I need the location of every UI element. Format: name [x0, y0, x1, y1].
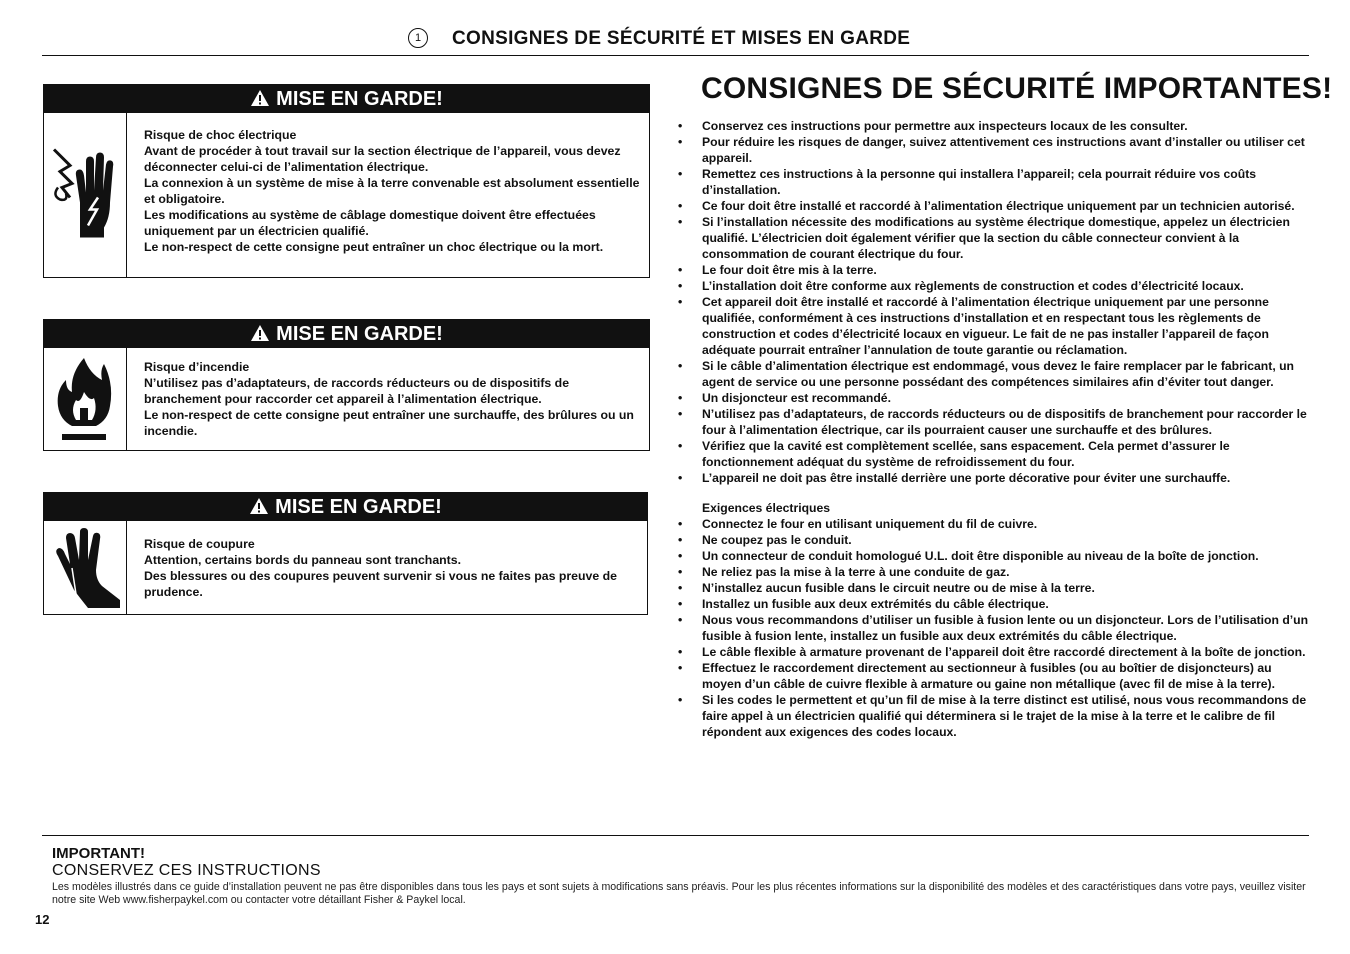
warning-triangle-icon — [250, 324, 270, 342]
list-item: • Si les codes le permettent et qu’un fil de mise à la terre distinct est utilisé, nous vous recommandons de faire appel à un électricien qualifié qui déterminera si le trajet de la mise à la terre et le calibre de fil répondent aux exigences des codes locaux. — [678, 692, 1310, 740]
list-item: • L’installation doit être conforme aux règlements de construction et codes d’électricité locaux. — [678, 278, 1310, 294]
warning-header — [44, 85, 649, 113]
electrical-bullet-list — [678, 516, 1310, 740]
list-item: • N’utilisez pas d’adaptateurs, de raccords réducteurs ou de dispositifs de branchement pour raccorder le four à l’alimentation électrique, car ils pourraient causer une surchauffe et des brûlures. — [678, 406, 1310, 438]
warning-title: MISE EN GARDE! — [275, 496, 442, 518]
list-item: • Le câble flexible à armature provenant de l’appareil doit être raccordé directement à la boîte de jonction. — [678, 644, 1310, 660]
main-title: CONSIGNES DE SÉCURITÉ IMPORTANTES! — [701, 72, 1333, 105]
warning-icon-cell — [44, 348, 127, 450]
disclaimer-text: Les modèles illustrés dans ce guide d’installation peuvent ne pas être disponibles dans tous les pays et sont sujets à modifications sans préavis. Pour les plus récentes informations sur la disponibilité des modèles et des caractéristiques dans votre pays, veuillez visiter notre site Web www.fisherpaykel.com ou contacter votre détaillant Fisher & Paykel local. — [52, 881, 1306, 906]
safety-bullet-list — [678, 118, 1310, 486]
page-number: 12 — [35, 912, 50, 927]
warning-triangle-icon — [250, 89, 270, 107]
warning-text: Risque d’incendie N’utilisez pas d’adaptateurs, de raccords réducteurs ou de dispositifs de branchement pour raccorder cet appareil à l’alimentation électrique. Le non-respect de cette consigne peut entraîner une surchauffe, des brûlures ou un incendie. — [144, 360, 634, 438]
warning-box-cut — [43, 492, 648, 615]
warning-triangle-icon — [249, 497, 269, 515]
list-item: • Si l’installation nécessite des modifications au système électrique domestique, appelez un électricien qualifié. L’électricien doit également vérifier que la section du câble connecteur convient à la consommation de courant électrique du four. — [678, 214, 1310, 262]
list-item: • Un disjoncteur est recommandé. — [678, 390, 1310, 406]
conserve-instructions-label: CONSERVEZ CES INSTRUCTIONS — [52, 862, 321, 879]
list-item: • Vérifiez que la cavité est complètement scellée, sans espacement. Cela permet d’assurer le fonctionnement adéquat du système de refroidissement du four. — [678, 438, 1310, 470]
cut-hand-icon — [50, 528, 122, 608]
section-number-badge: 1 — [408, 28, 428, 48]
fire-hazard-icon — [50, 354, 120, 444]
list-item: • Remettez ces instructions à la personne qui installera l’appareil; cela pourrait réduire vos coûts d’installation. — [678, 166, 1310, 198]
warning-box-electric — [43, 84, 650, 278]
warning-header — [44, 320, 649, 348]
list-item: • Ne coupez pas le conduit. — [678, 532, 1310, 548]
list-item: • Ne reliez pas la mise à la terre à une conduite de gaz. — [678, 564, 1310, 580]
list-item: • Effectuez le raccordement directement au sectionneur à fusibles (ou au boîtier de disjoncteurs) au moyen d’un câble de cuivre flexible à armature ou gaine non métallique (avec fil de mise à la terre). — [678, 660, 1310, 692]
list-item: • N’installez aucun fusible dans le circuit neutre ou de mise à la terre. — [678, 580, 1310, 596]
warning-title: MISE EN GARDE! — [276, 88, 443, 110]
list-item: • Pour réduire les risques de danger, suivez attentivement ces instructions avant d’installer ou utiliser cet appareil. — [678, 134, 1310, 166]
warning-header — [44, 493, 647, 521]
safety-instructions — [678, 118, 1310, 740]
list-item: • Le four doit être mis à la terre. — [678, 262, 1310, 278]
list-item: • Connectez le four en utilisant uniquement du fil de cuivre. — [678, 516, 1310, 532]
electric-shock-hand-icon — [50, 148, 120, 243]
warning-box-fire — [43, 319, 650, 451]
warning-icon-cell — [44, 113, 127, 277]
section-header — [42, 24, 1309, 56]
section-title: CONSIGNES DE SÉCURITÉ ET MISES EN GARDE — [452, 28, 911, 49]
list-item: • Installez un fusible aux deux extrémités du câble électrique. — [678, 596, 1310, 612]
list-item: • Ce four doit être installé et raccordé à l’alimentation électrique uniquement par un technicien autorisé. — [678, 198, 1310, 214]
warning-title: MISE EN GARDE! — [276, 323, 443, 345]
list-item: • Un connecteur de conduit homologué U.L. doit être disponible au niveau de la boîte de jonction. — [678, 548, 1310, 564]
warning-text: Risque de coupure Attention, certains bords du panneau sont tranchants. Des blessures ou des coupures peuvent survenir si vous ne faites pas preuve de prudence. — [144, 537, 617, 599]
list-item: • Si le câble d’alimentation électrique est endommagé, vous devez le faire remplacer par le fabricant, un agent de service ou une personne possédant des compétences similaires afin d’éviter tout danger. — [678, 358, 1310, 390]
list-item: • Nous vous recommandons d’utiliser un fusible à fusion lente ou un disjoncteur. Lors de l’utilisation d’un fusible à fusion lente, installez un fusible aux deux extrémités du câble électrique. — [678, 612, 1310, 644]
footer-divider — [42, 835, 1309, 836]
warning-text: Risque de choc électrique Avant de procéder à tout travail sur la section électrique de l’appareil, vous devez déconnecter celui-ci de l’alimentation électrique. La connexion à un système de mise à la terre convenable est absolument essentielle et obligatoire. Les modifications au système de câblage domestique doivent être effectuées uniquement par un électricien qualifié. Le non-respect de cette consigne peut entraîner un choc électrique ou la mort. — [144, 128, 640, 254]
important-label: IMPORTANT! — [52, 845, 146, 862]
list-item: • Conservez ces instructions pour permettre aux inspecteurs locaux de les consulter. — [678, 118, 1310, 134]
list-item: • Cet appareil doit être installé et raccordé à l’alimentation électrique uniquement par une personne qualifiée, conformément à ces instructions d’installation et en respectant tous les règlements de construction et codes d’électricité locaux en vigueur. Le fait de ne pas installer l’appareil de façon adéquate pourrait entraîner l’annulation de toute garantie ou réclamation. — [678, 294, 1310, 358]
warning-icon-cell — [44, 521, 127, 614]
electrical-requirements-heading: Exigences électriques — [702, 501, 831, 515]
list-item: • L’appareil ne doit pas être installé derrière une porte décorative pour éviter une surchauffe. — [678, 470, 1310, 486]
